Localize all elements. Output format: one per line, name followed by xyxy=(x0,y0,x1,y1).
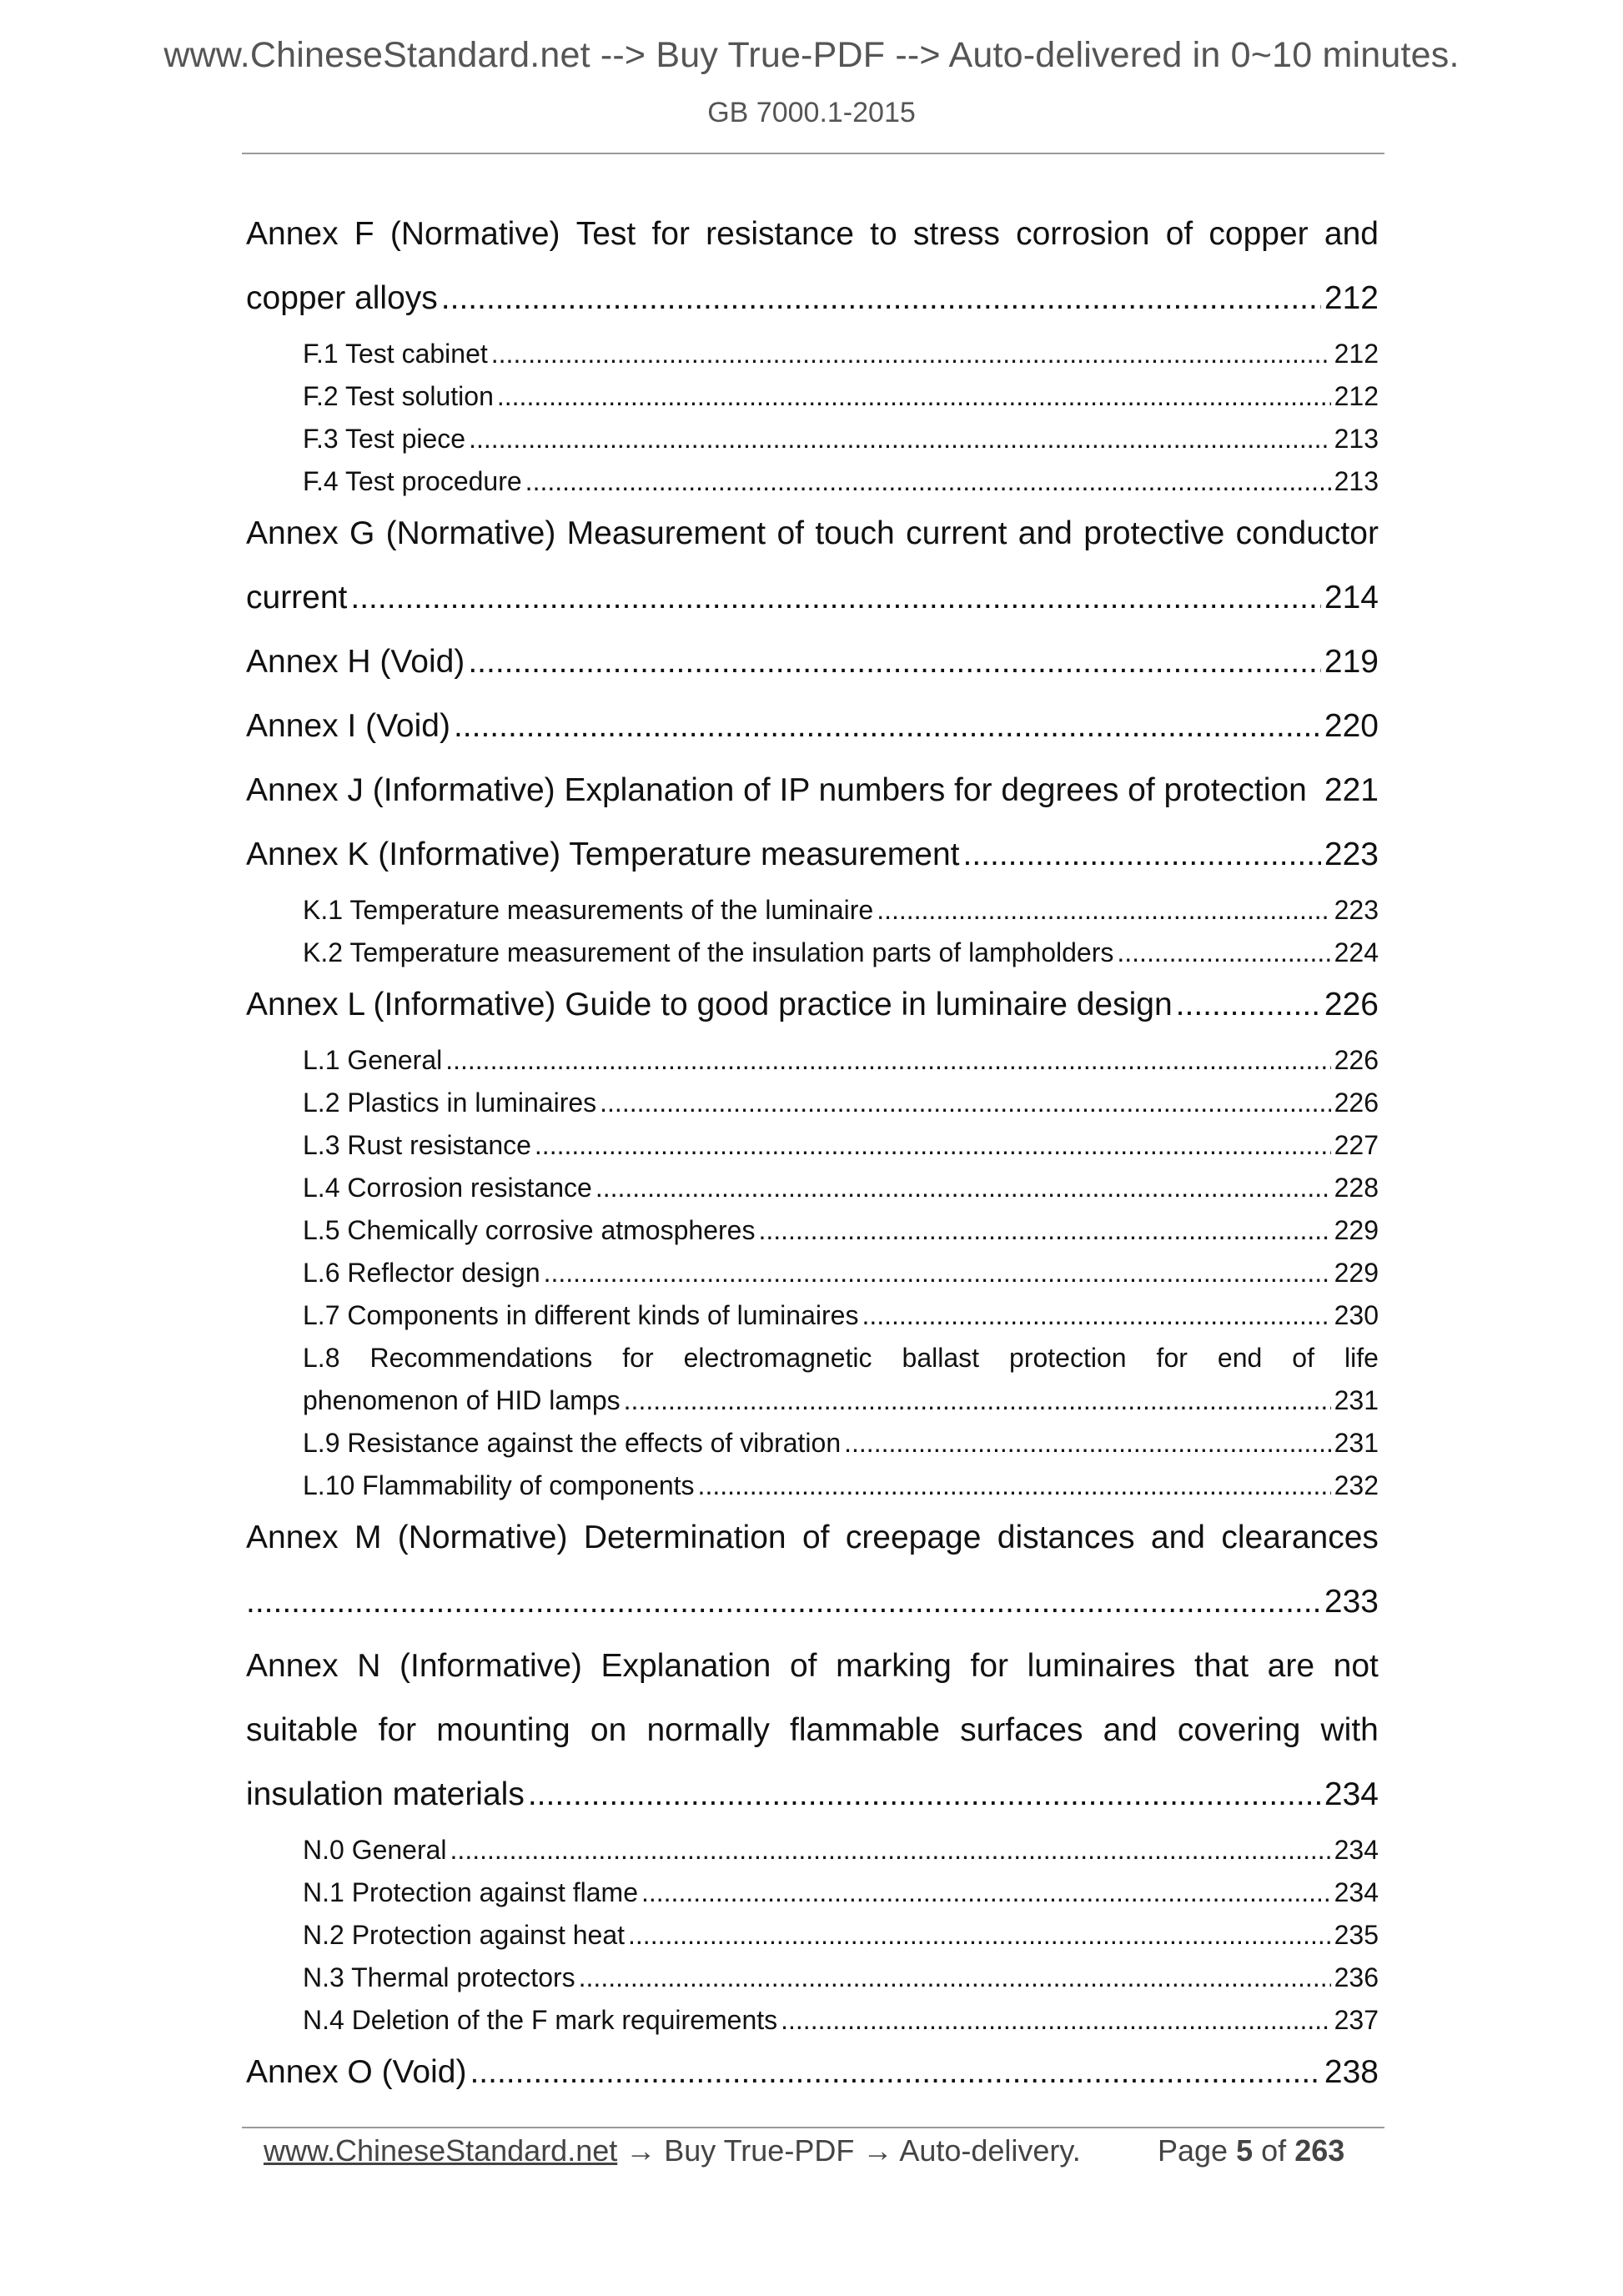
toc-entry-page: 229 xyxy=(1334,1215,1379,1245)
toc-entry-l7[interactable] xyxy=(303,1300,1379,1331)
toc-leader-dots xyxy=(579,1962,1331,1993)
toc-word: Explanation xyxy=(600,1648,771,1684)
toc-entry-title: L.4 Corrosion resistance xyxy=(303,1173,592,1203)
toc-word: (Normative) xyxy=(397,1520,568,1555)
footer-site-link[interactable]: www.ChineseStandard.net xyxy=(264,2133,618,2168)
toc-entry-title: current xyxy=(246,580,348,615)
toc-word: stress xyxy=(912,216,1000,252)
toc-word: conductor xyxy=(1235,515,1379,551)
toc-entry-page: 236 xyxy=(1334,1962,1379,1992)
toc-leader-dots xyxy=(781,2005,1330,2036)
toc-entry-f3[interactable] xyxy=(303,424,1379,455)
toc-entry-page: 231 xyxy=(1334,1385,1379,1415)
toc-entry-page: 220 xyxy=(1324,708,1379,744)
toc-annex-m-title-line xyxy=(246,1520,1379,1556)
toc-entry-title: Annex I (Void) xyxy=(246,708,450,744)
toc-word: for xyxy=(1156,1343,1188,1373)
toc-word: life xyxy=(1344,1343,1379,1373)
toc-entry-title: L.7 Components in different kinds of luminaires xyxy=(303,1300,859,1330)
toc-word: F xyxy=(354,216,374,252)
toc-entry-l4[interactable] xyxy=(303,1173,1379,1203)
toc-leader-dots xyxy=(641,1877,1331,1908)
page-indicator xyxy=(1158,2133,1344,2168)
toc-word: suitable xyxy=(246,1712,359,1748)
toc-entry-l6[interactable] xyxy=(303,1258,1379,1289)
toc-entry-title: Annex L (Informative) Guide to good practice in luminaire design xyxy=(246,987,1173,1022)
toc-entry-page: 235 xyxy=(1334,1920,1379,1950)
toc-entry-l8[interactable] xyxy=(303,1385,1379,1416)
toc-leader-dots xyxy=(758,1215,1330,1246)
footer xyxy=(264,2133,1081,2168)
toc-entry-page: 232 xyxy=(1334,1470,1379,1500)
toc-leader-dots xyxy=(350,580,1321,616)
toc-leader-dots xyxy=(468,644,1321,681)
toc-entry-title: L.6 Reflector design xyxy=(303,1258,540,1288)
toc-entry-title: L.10 Flammability of components xyxy=(303,1470,695,1500)
toc-word: of xyxy=(776,515,804,551)
toc-leader-dots xyxy=(600,1088,1330,1118)
toc-entry-page: 228 xyxy=(1334,1173,1379,1203)
toc-word: resistance xyxy=(706,216,854,252)
toc-leader-dots xyxy=(491,339,1331,369)
toc-word: M xyxy=(354,1520,382,1555)
toc-entry-page: 231 xyxy=(1334,1428,1379,1458)
toc-word: and xyxy=(1103,1712,1158,1748)
toc-entry-annex-o[interactable] xyxy=(246,2054,1379,2091)
toc-entry-title: Annex H (Void) xyxy=(246,644,465,680)
toc-entry-n0[interactable] xyxy=(303,1835,1379,1866)
toc-word: on xyxy=(590,1712,627,1748)
toc-word: not xyxy=(1333,1648,1379,1684)
toc-word: G xyxy=(349,515,375,551)
toc-entry-l3[interactable] xyxy=(303,1130,1379,1161)
toc-word: for xyxy=(378,1712,417,1748)
toc-annex-f-title-line xyxy=(246,216,1379,253)
toc-entry-page: 234 xyxy=(1334,1877,1379,1907)
toc-entry-page: 213 xyxy=(1334,424,1379,454)
toc-entry-title: F.3 Test piece xyxy=(303,424,466,454)
toc-annex-n-title-line-1 xyxy=(246,1648,1379,1685)
toc-entry-page: 227 xyxy=(1334,1130,1379,1160)
toc-leader-dots xyxy=(844,1428,1330,1459)
toc-entry-page: 229 xyxy=(1334,1258,1379,1288)
toc-entry-f4[interactable] xyxy=(303,466,1379,497)
toc-word: with xyxy=(1320,1712,1379,1748)
toc-annex-g-title-line xyxy=(246,515,1379,552)
toc-word: to xyxy=(870,216,897,252)
toc-leader-dots xyxy=(469,424,1331,455)
toc-leader-dots xyxy=(698,1470,1331,1501)
toc-word: ballast xyxy=(902,1343,980,1373)
page-current: 5 xyxy=(1236,2133,1254,2168)
toc-word: for xyxy=(970,1648,1008,1684)
toc-word: Test xyxy=(575,216,636,252)
footer-text: → Buy True-PDF → Auto-delivery. xyxy=(617,2133,1081,2168)
toc-word: clearances xyxy=(1221,1520,1379,1555)
toc-word: end xyxy=(1217,1343,1263,1373)
toc-entry-title: L.1 General xyxy=(303,1045,443,1075)
toc-entry-page: 221 xyxy=(1324,772,1379,808)
toc-entry-annex-f[interactable] xyxy=(246,280,1379,317)
toc-word: current xyxy=(906,515,1007,551)
toc-entry-k2[interactable] xyxy=(303,937,1379,968)
toc-entry-f2[interactable] xyxy=(303,381,1379,412)
toc-entry-title: K.1 Temperature measurements of the luminaire xyxy=(303,895,874,925)
toc-word: of xyxy=(1292,1343,1314,1373)
header-banner: www.ChineseStandard.net --> Buy True-PDF --> Auto-delivered in 0~10 minutes. xyxy=(163,35,1460,75)
toc-entry-n1[interactable] xyxy=(303,1877,1379,1908)
toc-word: of xyxy=(789,1648,817,1684)
toc-entry-annex-i[interactable] xyxy=(246,708,1379,745)
toc-entry-title: F.4 Test procedure xyxy=(303,466,522,496)
toc-entry-title: N.4 Deletion of the F mark requirements xyxy=(303,2005,778,2035)
toc-entry-page: 237 xyxy=(1334,2005,1379,2035)
toc-leader-dots xyxy=(246,1584,1321,1620)
toc-word: Annex xyxy=(246,1648,339,1684)
toc-entry-title: Annex O (Void) xyxy=(246,2054,467,2090)
toc-word: marking xyxy=(836,1648,952,1684)
toc-entry-title: N.0 General xyxy=(303,1835,447,1865)
toc-entry-l1[interactable] xyxy=(303,1045,1379,1076)
toc-entry-title: Annex J (Informative) Explanation of IP numbers for degrees of protection xyxy=(246,772,1307,808)
toc-entry-title: phenomenon of HID lamps xyxy=(303,1385,621,1415)
toc-entry-page: 226 xyxy=(1334,1045,1379,1075)
toc-leader-dots xyxy=(525,466,1331,497)
toc-entry-annex-m[interactable] xyxy=(246,1584,1379,1620)
toc-entry-page: 213 xyxy=(1334,466,1379,496)
toc-entry-page: 214 xyxy=(1324,580,1379,615)
toc-word: for xyxy=(651,216,690,252)
toc-leader-dots xyxy=(450,1835,1331,1866)
toc-word: corrosion xyxy=(1016,216,1150,252)
toc-leader-dots xyxy=(454,708,1321,745)
toc-entry-n3[interactable] xyxy=(303,1962,1379,1993)
toc-entry-annex-h[interactable] xyxy=(246,644,1379,681)
toc-entry-page: 230 xyxy=(1334,1300,1379,1330)
toc-entry-l10[interactable] xyxy=(303,1470,1379,1501)
toc-entry-title: L.9 Resistance against the effects of vibration xyxy=(303,1428,842,1458)
toc-word: are xyxy=(1267,1648,1315,1684)
toc-word: and xyxy=(1018,515,1073,551)
toc-word: surfaces xyxy=(960,1712,1083,1748)
toc-entry-title: L.2 Plastics in luminaires xyxy=(303,1088,597,1118)
toc-word: normally xyxy=(646,1712,770,1748)
toc-word: luminaires xyxy=(1027,1648,1176,1684)
toc-entry-title: Annex K (Informative) Temperature measurement xyxy=(246,837,960,872)
toc-entry-page: 212 xyxy=(1324,280,1379,316)
page-label: Page xyxy=(1158,2133,1229,2168)
toc-entry-title: insulation materials xyxy=(246,1776,525,1812)
toc-entry-page: 226 xyxy=(1324,987,1379,1022)
toc-entry-f1[interactable] xyxy=(303,339,1379,369)
toc-word: and xyxy=(1324,216,1379,252)
toc-entry-title: L.5 Chemically corrosive atmospheres xyxy=(303,1215,756,1245)
toc-leader-dots xyxy=(441,280,1321,317)
toc-leader-dots xyxy=(470,2054,1320,2091)
toc-word: Annex xyxy=(246,216,339,252)
toc-word: touch xyxy=(815,515,895,551)
toc-leader-dots xyxy=(445,1045,1330,1076)
toc-entry-page: 224 xyxy=(1334,937,1379,967)
toc-leader-dots xyxy=(877,895,1330,926)
footer-divider xyxy=(242,2127,1384,2128)
page-of: of xyxy=(1261,2133,1287,2168)
toc-leader-dots xyxy=(628,1920,1331,1951)
toc-word: Measurement xyxy=(566,515,766,551)
toc-entry-title: F.1 Test cabinet xyxy=(303,339,488,369)
toc-word: and xyxy=(1150,1520,1205,1555)
toc-word: distances xyxy=(997,1520,1135,1555)
toc-leader-dots xyxy=(1117,937,1330,968)
toc-word: protective xyxy=(1083,515,1225,551)
toc-entry-title: L.3 Rust resistance xyxy=(303,1130,531,1160)
toc-leader-dots xyxy=(595,1173,1331,1203)
toc-entry-title: N.3 Thermal protectors xyxy=(303,1962,575,1992)
toc-leader-dots xyxy=(862,1300,1330,1331)
toc-leader-dots xyxy=(544,1258,1331,1289)
toc-word: (Informative) xyxy=(399,1648,582,1684)
toc-word: (Normative) xyxy=(385,515,556,551)
toc-leader-dots xyxy=(1176,987,1321,1023)
toc-entry-title: copper alloys xyxy=(246,280,438,316)
toc-entry-title: N.2 Protection against heat xyxy=(303,1920,626,1950)
page-total: 263 xyxy=(1294,2133,1345,2168)
toc-word: flammable xyxy=(790,1712,940,1748)
toc-entry-annex-g[interactable] xyxy=(246,580,1379,616)
toc-entry-title: F.2 Test solution xyxy=(303,381,494,411)
toc-entry-annex-n[interactable] xyxy=(246,1776,1379,1813)
toc-word: for xyxy=(622,1343,654,1373)
toc-word: protection xyxy=(1009,1343,1127,1373)
toc-word: mounting xyxy=(436,1712,570,1748)
document-code: GB 7000.1-2015 xyxy=(707,97,916,128)
toc-word: copper xyxy=(1208,216,1309,252)
toc-word: Determination xyxy=(583,1520,786,1555)
toc-leader-dots xyxy=(535,1130,1331,1161)
toc-entry-page: 234 xyxy=(1334,1835,1379,1865)
toc-entry-page: 238 xyxy=(1324,2054,1379,2090)
toc-word: that xyxy=(1193,1648,1249,1684)
toc-entry-page: 223 xyxy=(1324,837,1379,872)
toc-entry-page: 212 xyxy=(1334,381,1379,411)
toc-word: of xyxy=(801,1520,830,1555)
toc-entry-page: 212 xyxy=(1334,339,1379,369)
toc-entry-l9[interactable] xyxy=(303,1428,1379,1459)
toc-entry-page: 223 xyxy=(1334,895,1379,925)
toc-leader-dots xyxy=(963,837,1321,873)
toc-leader-dots xyxy=(528,1776,1321,1813)
toc-entry-annex-k[interactable] xyxy=(246,837,1379,873)
toc-word: covering xyxy=(1177,1712,1301,1748)
toc-l8-title-line xyxy=(303,1343,1379,1374)
toc-entry-page: 219 xyxy=(1324,644,1379,680)
toc-word: of xyxy=(1165,216,1193,252)
toc-word: Recommendations xyxy=(369,1343,593,1373)
toc-word: N xyxy=(357,1648,381,1684)
toc-entry-page: 234 xyxy=(1324,1776,1379,1812)
toc-word: electromagnetic xyxy=(683,1343,872,1373)
toc-entry-k1[interactable] xyxy=(303,895,1379,926)
toc-entry-n2[interactable] xyxy=(303,1920,1379,1951)
toc-word: Annex xyxy=(246,515,339,551)
toc-word: (Normative) xyxy=(389,216,560,252)
toc-annex-n-title-line-2 xyxy=(246,1712,1379,1749)
toc-leader-dots xyxy=(624,1385,1331,1416)
toc-entry-annex-l[interactable] xyxy=(246,987,1379,1023)
toc-entry-l2[interactable] xyxy=(303,1088,1379,1118)
toc-entry-page: 233 xyxy=(1324,1584,1379,1620)
toc-word: L.8 xyxy=(303,1343,340,1373)
toc-word: Annex xyxy=(246,1520,339,1555)
toc-entry-page: 226 xyxy=(1334,1088,1379,1118)
toc-entry-l5[interactable] xyxy=(303,1215,1379,1246)
toc-entry-annex-j[interactable] xyxy=(246,772,1379,809)
toc-entry-title: K.2 Temperature measurement of the insulation parts of lampholders xyxy=(303,937,1114,967)
toc-leader-dots xyxy=(497,381,1331,412)
toc-word: creepage xyxy=(845,1520,982,1555)
toc-entry-n4[interactable] xyxy=(303,2005,1379,2036)
toc-entry-title: N.1 Protection against flame xyxy=(303,1877,638,1907)
